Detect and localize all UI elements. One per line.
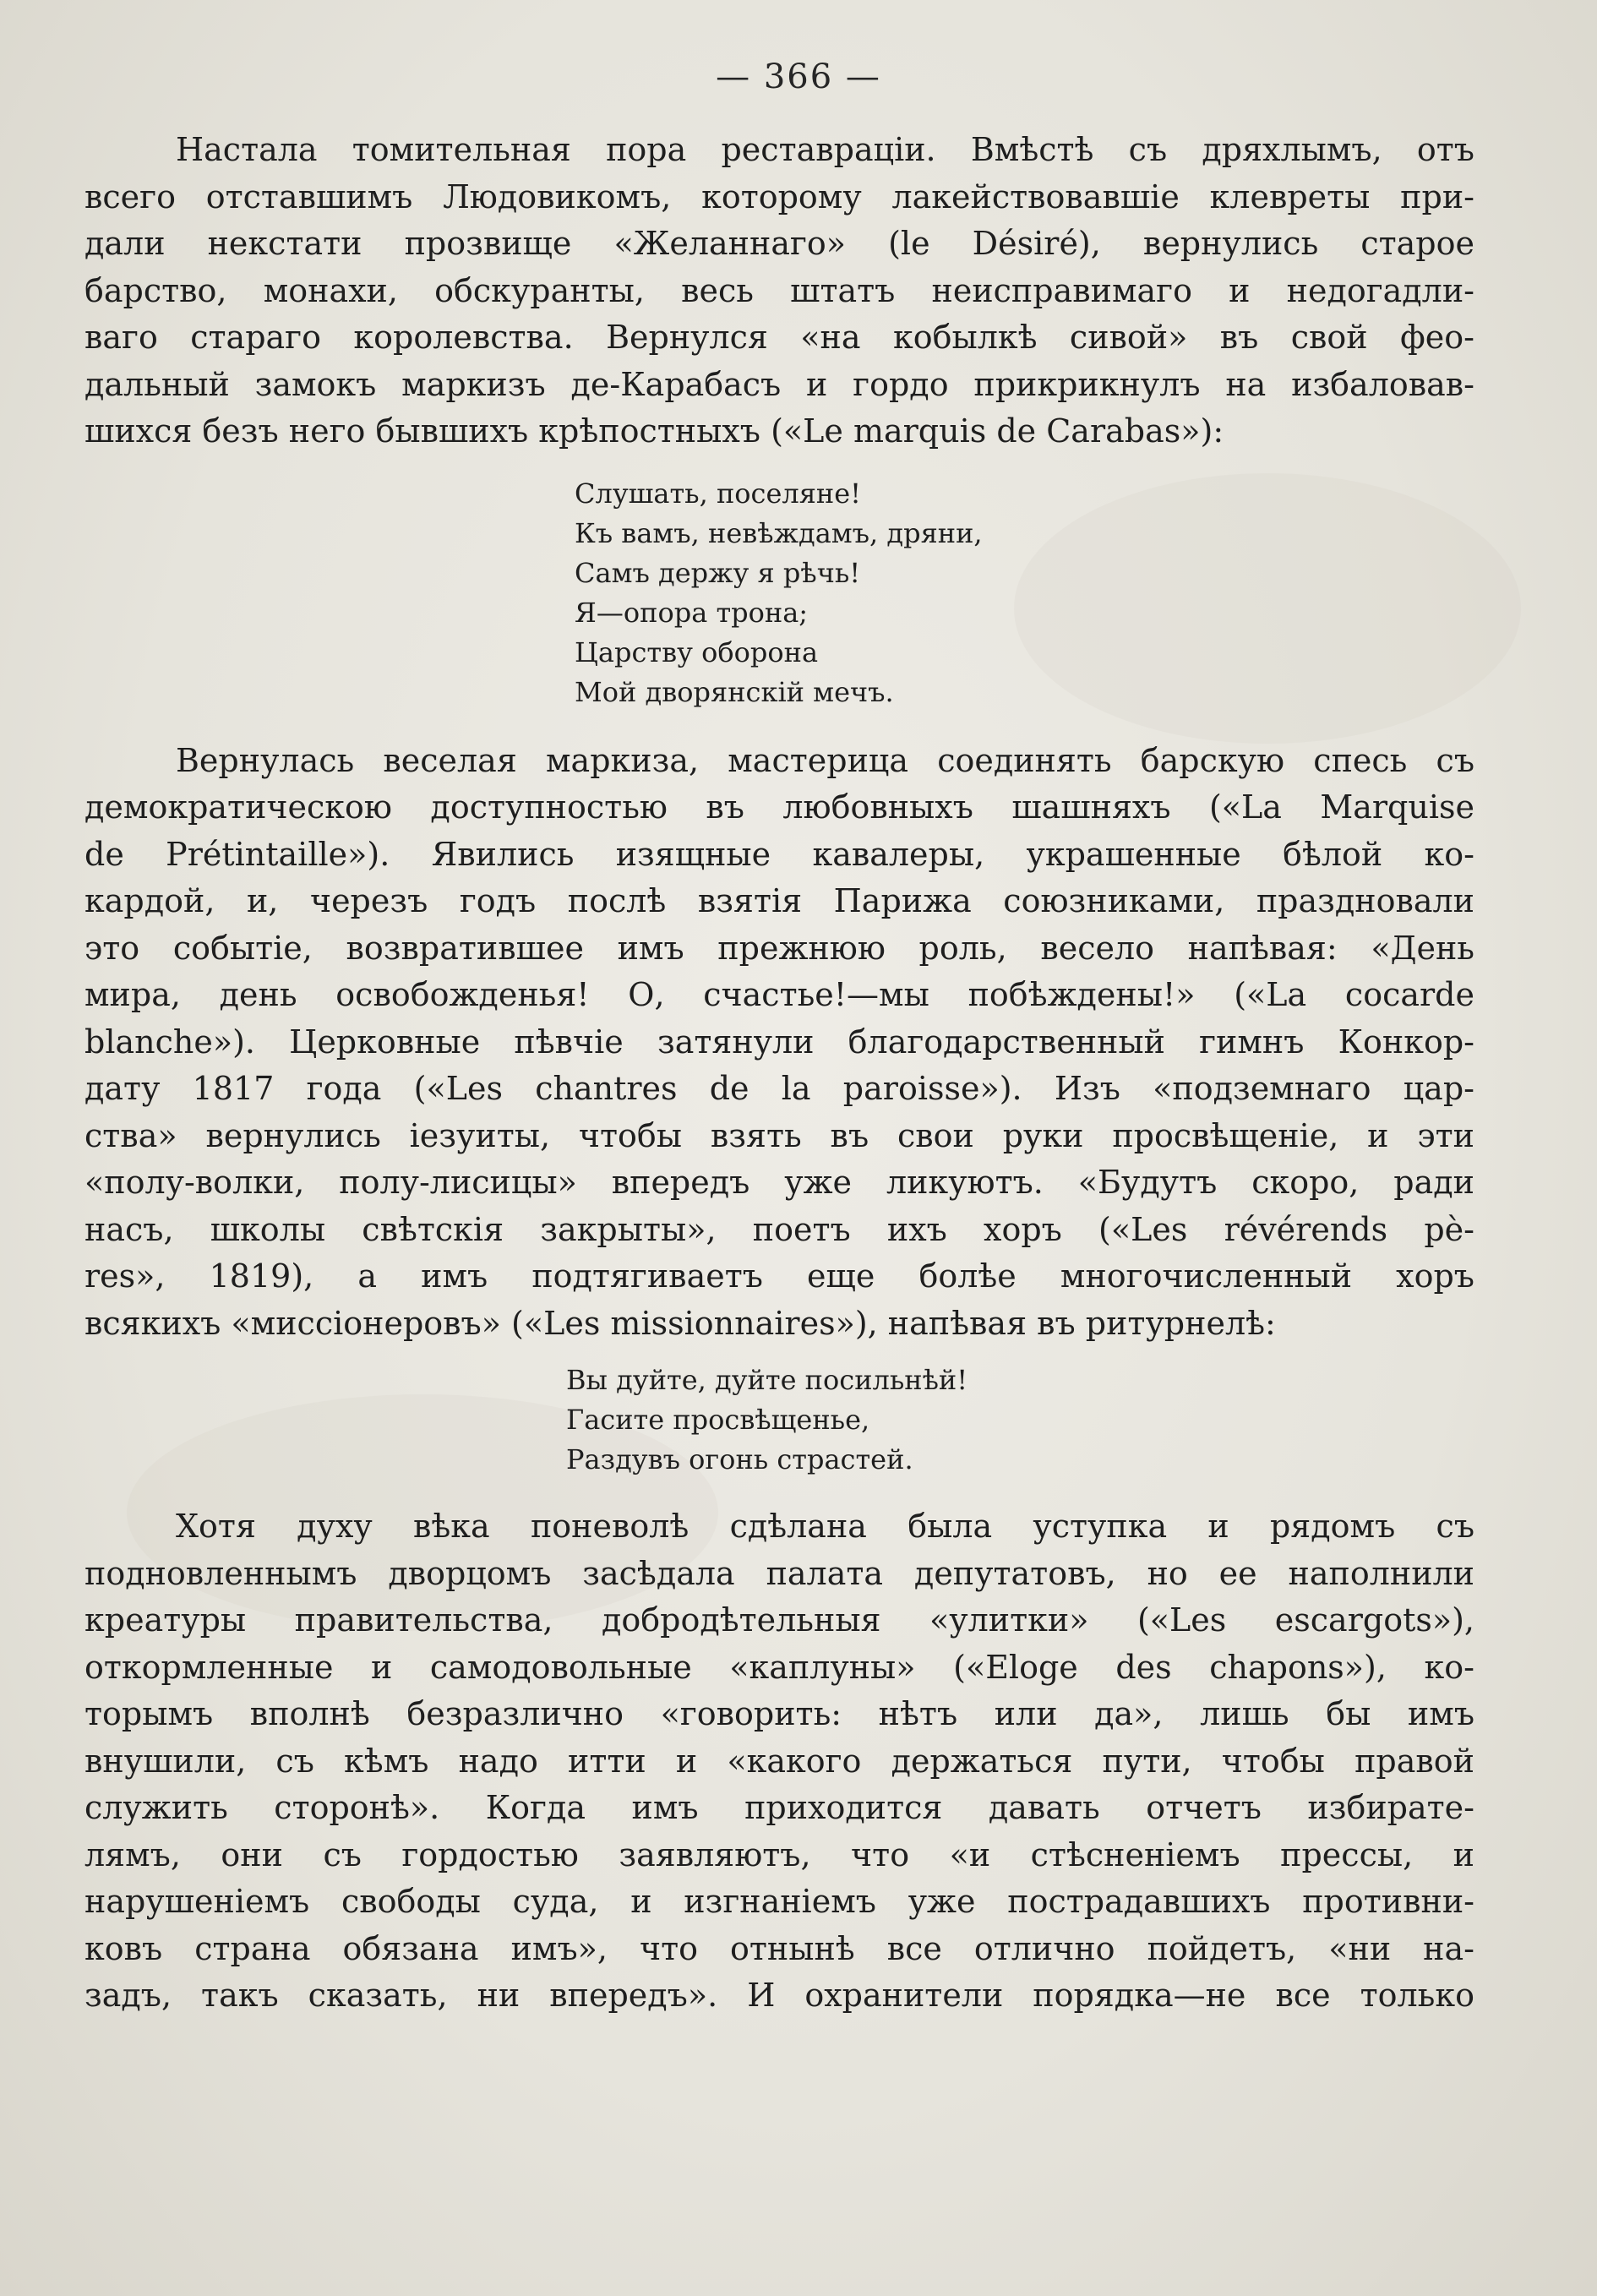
poem-line: Царству оборона <box>575 635 819 668</box>
text-line: res», 1819), а имъ подтягиваетъ еще болѣе многочисленный хоръ <box>84 1257 1474 1295</box>
poem-line: Самъ держу я рѣчь! <box>575 556 861 589</box>
text-line: креатуры правительства, добродѣтельныя «улитки» («Les escargots»), <box>84 1601 1474 1639</box>
text-line: Настала томительная пора реставраціи. Вмѣстѣ съ дряхлымъ, отъ <box>176 131 1474 168</box>
paragraph-1 <box>84 127 1474 455</box>
text-line: Хотя духу вѣка поневолѣ сдѣлана была уступка и рядомъ съ <box>176 1508 1474 1545</box>
text-line: нарушеніемъ свободы суда, и изгнаніемъ уже пострадавшихъ противни- <box>84 1883 1474 1920</box>
text-line: шихся безъ него бывшихъ крѣпостныхъ («Le marquis de Carabas»): <box>84 412 1224 450</box>
text-line: ковъ страна обязана имъ», что отнынѣ все отлично пойдетъ, «ни на- <box>84 1929 1474 1967</box>
page-number: — 366 — <box>716 57 881 96</box>
text-line: барство, монахи, обскуранты, весь штатъ неисправимаго и недогадли- <box>84 271 1474 309</box>
text-line: служить сторонѣ». Когда имъ приходится давать отчетъ избирате- <box>84 1789 1474 1826</box>
text-line: дату 1817 года («Les chantres de la paroisse»). Изъ «подземнаго цар- <box>84 1070 1474 1107</box>
text-line: мира, день освобожденья! О, счастье!—мы побѣждены!» («La cocarde <box>84 976 1474 1013</box>
text-line: ства» вернулись іезуиты, чтобы взять въ свои руки просвѣщеніе, и эти <box>84 1116 1474 1154</box>
text-line: задъ, такъ сказать, ни впередъ». И охранители порядка—не все только <box>84 1977 1474 2014</box>
poem-line: Вы дуйте, дуйте посильнѣй! <box>566 1364 968 1396</box>
paragraph-2 <box>84 738 1474 1348</box>
text-line: дальный замокъ маркизъ де-Карабасъ и гордо прикрикнулъ на избаловав- <box>84 365 1474 403</box>
poem-line: Мой дворянскій мечъ. <box>575 675 894 708</box>
text-line: лямъ, они съ гордостью заявляютъ, что «и стѣсненіемъ прессы, и <box>84 1835 1474 1873</box>
text-line: подновленнымъ дворцомъ засѣдала палата депутатовъ, но ее наполнили <box>84 1554 1474 1592</box>
poem-line: Раздувъ огонь страстей. <box>566 1443 913 1475</box>
text-line: Вернулась веселая маркиза, мастерица соединять барскую спесь съ <box>176 741 1474 779</box>
text-line: это событіе, возвратившее имъ прежнюю роль, весело напѣвая: «День <box>84 929 1474 967</box>
text-line: кардой, и, черезъ годъ послѣ взятія Парижа союзниками, праздновали <box>84 882 1474 919</box>
text-line: blanche»). Церковные пѣвчіе затянули благодарственный гимнъ Конкор- <box>84 1023 1474 1061</box>
poem-stanza-1 <box>575 474 1474 712</box>
poem-line: Слушать, поселяне! <box>575 477 862 510</box>
text-line: демократическою доступностью въ любовныхъ шашняхъ («La Marquise <box>84 788 1474 826</box>
text-line: дали некстати прозвище «Желаннаго» (le Désiré), вернулись старое <box>84 225 1474 262</box>
text-line: насъ, школы свѣтскія закрыты», поетъ ихъ хоръ («Les révérends pè- <box>84 1210 1474 1248</box>
text-line: de Prétintaille»). Явились изящные кавалеры, украшенные бѣлой ко- <box>84 835 1474 873</box>
text-line: всякихъ «миссіонеровъ» («Les missionnaires»), напѣвая въ ритурнелѣ: <box>84 1304 1276 1342</box>
poem-line: Я—опора трона; <box>575 596 809 629</box>
text-line: всего отставшимъ Людовикомъ, которому лакействовавшіе клевреты при- <box>84 177 1474 215</box>
poem-line: Къ вамъ, невѣждамъ, дряни, <box>575 516 983 549</box>
poem-stanza-2 <box>566 1361 1474 1480</box>
text-line: торымъ вполнѣ безразлично «говорить: нѣтъ или да», лишь бы имъ <box>84 1695 1474 1732</box>
text-line: внушили, съ кѣмъ надо итти и «какого держаться пути, чтобы правой <box>84 1742 1474 1780</box>
text-line: откормленные и самодовольные «каплуны» («Eloge des chapons»), ко- <box>84 1648 1474 1686</box>
page-body <box>84 127 1474 2020</box>
text-line: ваго стараго королевства. Вернулся «на кобылкѣ сивой» въ свой фео- <box>84 319 1474 356</box>
text-line: «полу-волки, полу-лисицы» впередъ уже ликуютъ. «Будутъ скоро, ради <box>84 1164 1474 1201</box>
poem-line: Гасите просвѣщенье, <box>566 1404 870 1436</box>
paragraph-3 <box>84 1503 1474 2020</box>
